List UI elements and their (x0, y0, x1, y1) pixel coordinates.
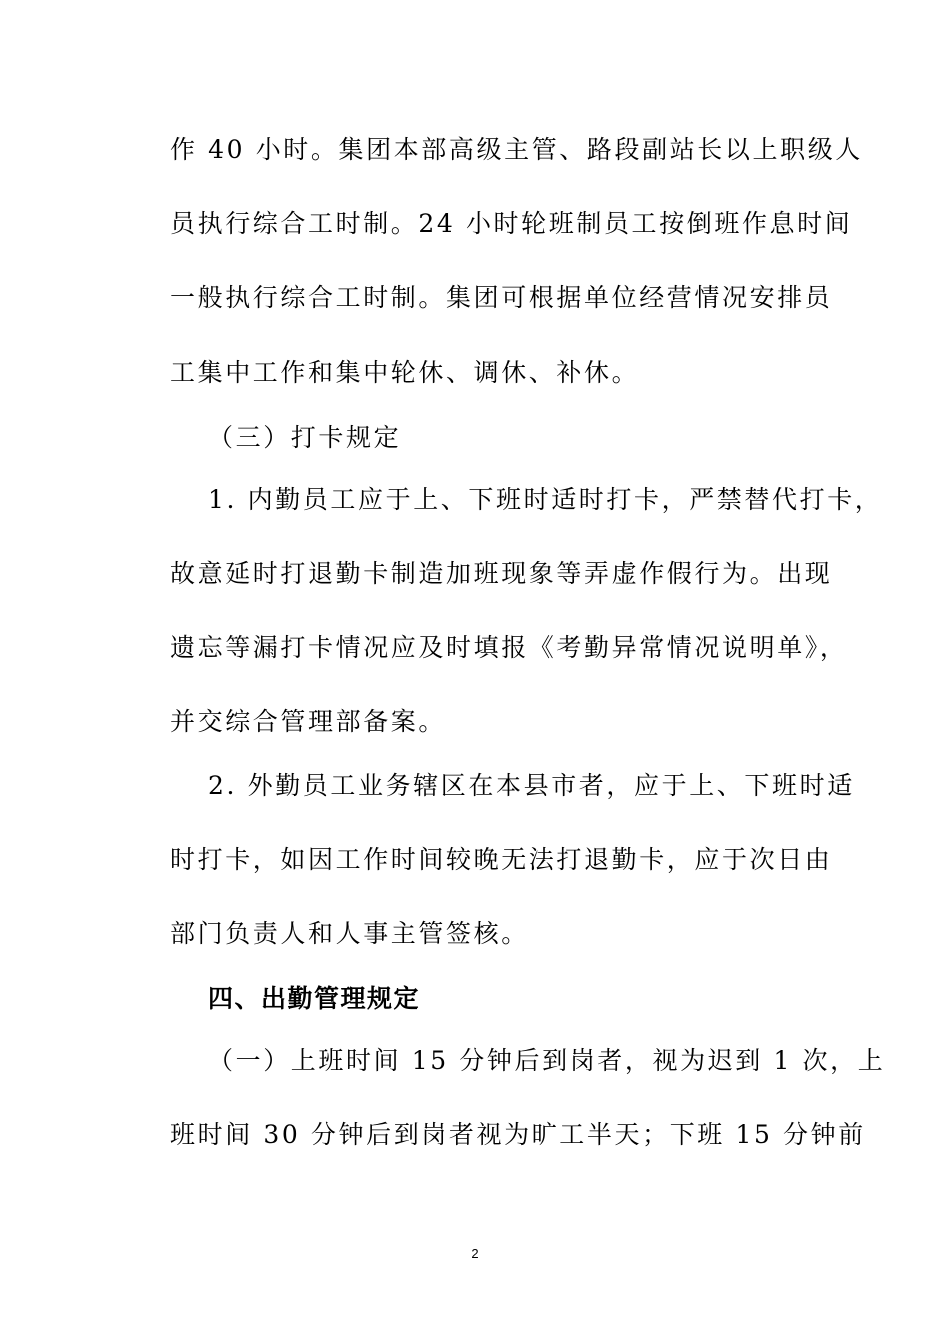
paragraph-line: （一）上班时间 15 分钟后到岗者，视为迟到 1 次，上 (208, 1046, 886, 1075)
paragraph-line: 故意延时打退勤卡制造加班现象等弄虚作假行为。出现 (170, 559, 833, 588)
paragraph-line: 1. 内勤员工应于上、下班时适时打卡，严禁替代打卡， (208, 485, 883, 514)
paragraph-line: 遗忘等漏打卡情况应及时填报《考勤异常情况说明单》， (170, 633, 848, 662)
paragraph-line: 班时间 30 分钟后到岗者视为旷工半天；下班 15 分钟前 (170, 1120, 866, 1149)
paragraph-line: 作 40 小时。集团本部高级主管、路段副站长以上职级人 (170, 135, 863, 164)
paragraph-line: 2. 外勤员工业务辖区在本县市者，应于上、下班时适 (208, 771, 855, 800)
section-subheading: （三）打卡规定 (208, 423, 402, 452)
section-heading: 四、出勤管理规定 (208, 984, 421, 1013)
paragraph-line: 并交综合管理部备案。 (170, 707, 447, 736)
paragraph-line: 部门负责人和人事主管签核。 (170, 919, 529, 948)
paragraph-line: 工集中工作和集中轮休、调休、补休。 (170, 358, 640, 387)
page-number: 2 (471, 1246, 479, 1261)
paragraph-line: 时打卡，如因工作时间较晚无法打退勤卡，应于次日由 (170, 845, 833, 874)
paragraph-line: 一般执行综合工时制。集团可根据单位经营情况安排员 (170, 283, 833, 312)
paragraph-line: 员执行综合工时制。24 小时轮班制员工按倒班作息时间 (170, 209, 853, 238)
